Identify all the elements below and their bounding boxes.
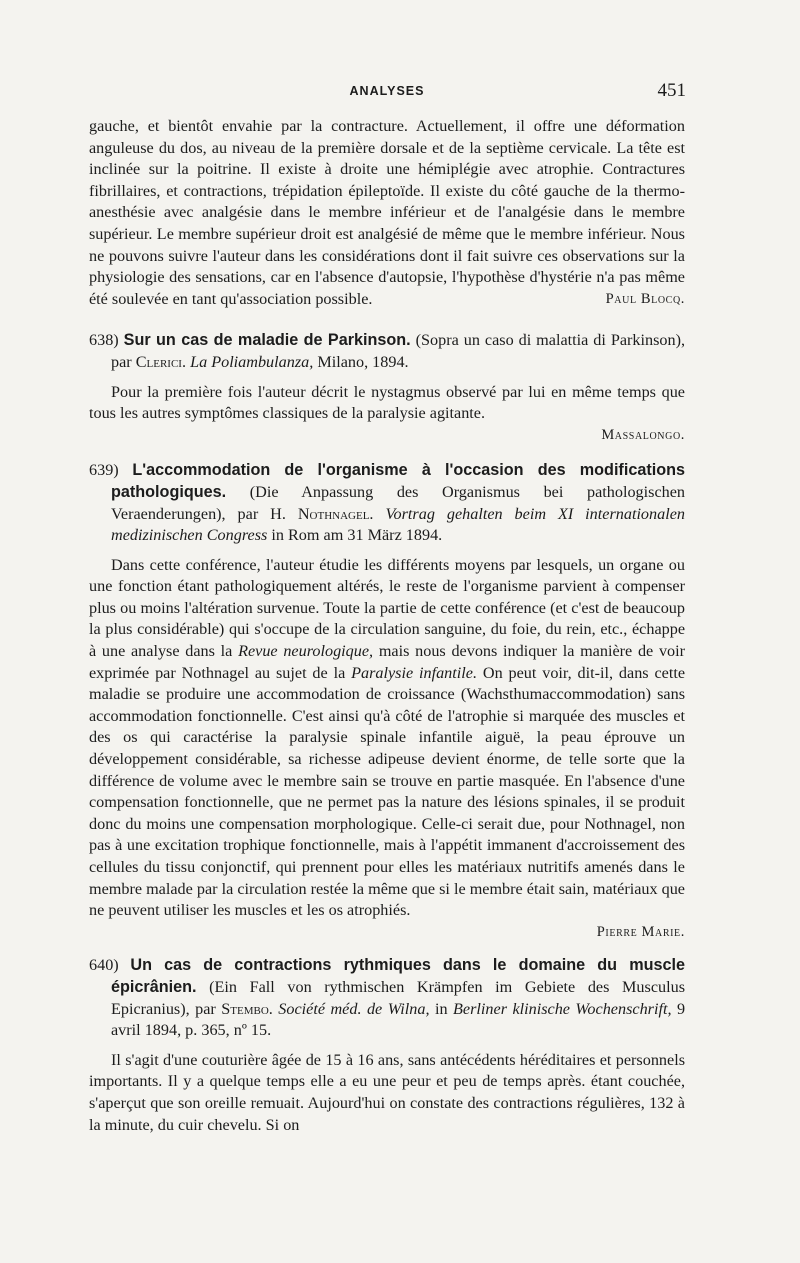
page-number: 451 (657, 80, 686, 101)
article-original-title: (Sopra un caso di malattia di Parkinson), par (111, 331, 686, 371)
article-number: 638) (89, 331, 119, 350)
article-title: Sur un cas de maladie de Parkinson. (123, 331, 411, 350)
article-place: in Rom am 31 März 1894. (271, 526, 443, 545)
article-signature: Massalongo. (601, 426, 685, 443)
disease-reference: Paralysie infantile. (351, 663, 478, 682)
article-journal-secondary: Berliner klinische Wochenschrift, (453, 999, 672, 1018)
journal-reference: Revue neurologique, (238, 642, 374, 661)
article-title: Un cas de contractions rythmiques dans le domaine du muscle épicrânien. (111, 956, 685, 996)
article-original-title: (Ein Fall von rythmischen Krämpfen im Gebiete des Musculus Epicranius), par (111, 977, 685, 1018)
article-body: Pour la première fois l'auteur décrit le nystagmus observé par lui en même temps que tous les autres symptômes classiques de la paralysie agitante. (89, 382, 685, 423)
page-header (88, 80, 686, 104)
article-body-part-1: Dans cette conférence, l'auteur étudie les différents moyens par lesquels, un organe ou une fonction étant pathologiquement altérés, le reste de l'organisme parvient à compenser plus ou moins l'altération survenue. Toute la partie de cette conférence (et c'est de beaucoup la plus considérable) qui s'occupe de la circulation sanguine, du foie, du rein, etc., échappe à une analyse dans la (89, 555, 685, 661)
carryover-paragraph (89, 116, 685, 310)
article-heading (89, 330, 685, 373)
article-number: 639) (89, 461, 119, 480)
article-journal: Société méd. de Wilna, (278, 999, 430, 1018)
article-in-word: in (434, 999, 448, 1018)
article-author: Stembo. (221, 999, 273, 1018)
carryover-signature: Paul Blocq. (605, 290, 685, 307)
article-signature: Pierre Marie. (596, 923, 685, 940)
article-number: 640) (89, 956, 119, 975)
article-place: Milano, 1894. (317, 352, 409, 371)
article-body-part-3: On peut voir, dit-il, dans cette maladie se produire une accommodation de croissance (Wachsthumaccommodation) sans accommodation fonctionnelle. C'est ainsi qu'à côté de l'atrophie si marquée des muscles et des os qui caractérise la paralysie spinale infantile aiguë, la peau éprouve un développement considérable, sa richesse adipeuse devient énorme, de telle sorte que la différence de volume avec le membre sain se trouve en partie masquée. En l'absence d'une compensation fonctionnelle, que ne permet pas la nature des lésions spinales, il se produit donc du moins une compensation morphologique. Celle-ci serait due, pour Nothnagel, non pas à une excitation trophique fonctionnelle, mais à l'appétit immanent d'accroissement des cellules du tissu conjonctif, qui prennent pour elles les matériaux nutritifs amenés dans le membre malade par la circulation restée la même que si le membre était sain, matériaux que ne peuvent utiliser les muscles et les os atrophiés. (89, 663, 686, 920)
article-639 (89, 460, 685, 943)
article-body: Il s'agit d'une couturière âgée de 15 à 16 ans, sans antécédents héréditaires et personnels importants. Il y a quelque temps elle a eu une peur et peu de temps après. étant couchée, s'aperçut que son oreille remuait. Aujourd'hui on constate des contractions régulières, 132 à la minute, du cuir chevelu. Si on (89, 1050, 685, 1134)
article-journal: La Poliambulanza, (190, 352, 314, 371)
carryover-text: gauche, et bientôt envahie par la contracture. Actuellement, il offre une déformation anguleuse du dos, au niveau de la première dorsale et de la septième cervicale. La tête est inclinée sur la poitrine. Il existe à droite une hémiplégie avec atrophie. Contractures fibrillaires, et contractions, trépidation épileptoïde. Il existe du côté gauche de la thermo-anesthésie avec analgésie dans le membre inférieur et de l'analgésie dans le membre supérieur. Le membre supérieur droit est analgésié de même que le membre inférieur. Nous ne pouvons suivre l'auteur dans les considérations dont il fait suivre ces observations sur la physiologie des sensations, car en l'absence d'autopsie, l'hypothèse d'hystérie n'a pas même été soulevée en tant qu'association possible. (89, 117, 685, 308)
article-640 (89, 955, 685, 1136)
article-original-title: (Die Anpassung des Organismus bei pathologischen Veraenderungen), par H. (111, 482, 685, 523)
article-title: L'accommodation de l'organisme à l'occasion des modifications pathologiques. (111, 461, 685, 501)
article-body (89, 555, 685, 922)
article-journal: Vortrag gehalten beim XI internationalen medizinischen Congress (111, 504, 685, 545)
article-body-part-2: mais nous devons indiquer la manière de voir exprimée par Nothnagel au sujet de la (89, 642, 686, 682)
article-heading (89, 955, 685, 1041)
article-heading (89, 460, 685, 546)
page-body (89, 116, 685, 1136)
article-638 (89, 330, 685, 446)
article-place: 9 avril 1894, p. 365, nº 15. (111, 999, 686, 1040)
article-author: Clerici. (135, 352, 187, 371)
article-author: Nothnagel. (297, 504, 374, 523)
running-title: ANALYSES (349, 84, 425, 98)
